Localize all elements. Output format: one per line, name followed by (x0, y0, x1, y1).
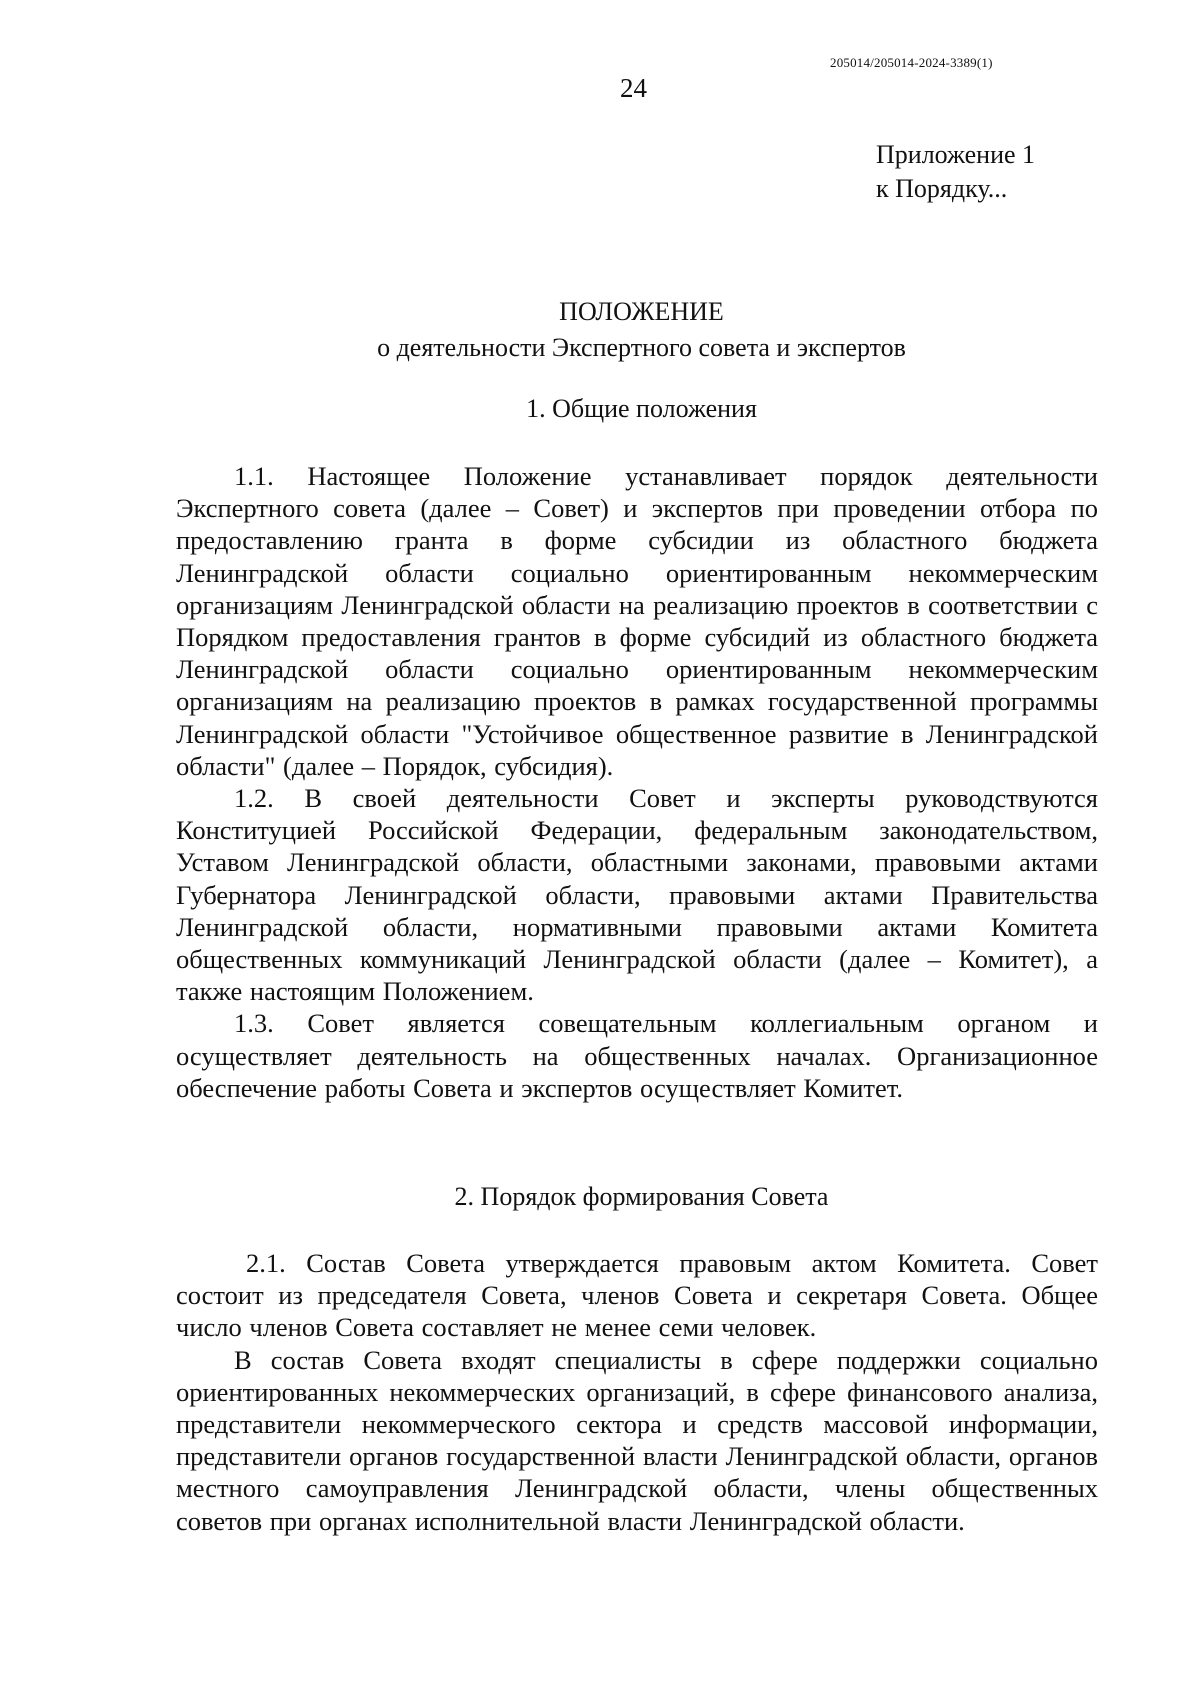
appendix-line-2: к Порядку... (876, 174, 1008, 203)
section-heading-1: 1. Общие положения (526, 394, 757, 423)
paragraph-2-2: В состав Совета входят специалисты в сфере поддержки социально ориентированных некоммерческих организаций, в сфере финансового анализа, представители некоммерческого сектора и средств массовой информации, представители органов государственной власти Ленинградской области, органов местного самоуправления Ленинградской области, члены общественных советов при органах исполнительной власти Ленинградской области. (176, 1344, 1098, 1536)
section-2-body (176, 1247, 1098, 1537)
paragraph-1-1: 1.1. Настоящее Положение устанавливает порядок деятельности Экспертного совета (далее – Совет) и экспертов при проведении отбора по предоставлению гранта в форме субсидии из областного бюджета Ленинградской области социально ориентированным некоммерческим организациям Ленинградской области на реализацию проектов в соответствии с Порядком предоставления грантов в форме субсидий из областного бюджета Ленинградской области социально ориентированным некоммерческим организациям на реализацию проектов в рамках государственной программы Ленинградской области "Устойчивое общественное развитие в Ленинградской области" (далее – Порядок, субсидия). (176, 461, 1098, 781)
paragraph-2-1: 2.1. Состав Совета утверждается правовым актом Комитета. Совет состоит из председателя Совета, членов Совета и секретаря Совета. Общее число членов Совета составляет не менее семи человек. (176, 1248, 1098, 1343)
paragraph-1-2: 1.2. В своей деятельности Совет и эксперты руководствуются Конституцией Российской Федерации, федеральным законодательством, Уставом Ленинградской области, областными законами, правовыми актами Губернатора Ленинградской области, правовыми актами Правительства Ленинградской области, нормативными правовыми актами Комитета общественных коммуникаций Ленинградской области (далее – Комитет), а также настоящим Положением. (176, 783, 1098, 1007)
document-title (0, 294, 1200, 366)
page-number: 24 (620, 73, 647, 103)
section-heading-2: 2. Порядок формирования Совета (454, 1182, 829, 1211)
paragraph-1-3: 1.3. Совет является совещательным коллегиальным органом и осуществляет деятельность на общественных началах. Организационное обеспечение работы Совета и экспертов осуществляет Комитет. (176, 1008, 1098, 1103)
title-subtitle: о деятельности Экспертного совета и экспертов (377, 333, 906, 362)
appendix-line-1: Приложение 1 (876, 140, 1036, 169)
appendix-reference (876, 138, 1035, 206)
title-main: ПОЛОЖЕНИЕ (559, 297, 724, 326)
document-id: 205014/205014-2024-3389(1) (830, 55, 993, 70)
section-1-body (176, 460, 1098, 1104)
